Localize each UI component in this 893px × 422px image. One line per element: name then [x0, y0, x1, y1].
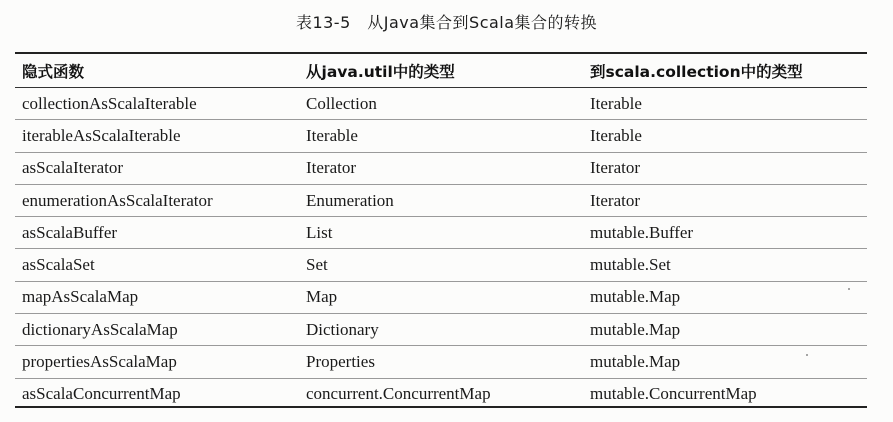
table-row	[15, 281, 867, 313]
header-implicit-function: 隐式函数	[15, 55, 299, 88]
table-header-row	[15, 55, 867, 88]
scala-type-cell: Iterator	[583, 152, 867, 184]
table-bottom-rule	[15, 406, 867, 408]
implicit-function-cell: asScalaSet	[15, 249, 299, 281]
java-type-cell: Dictionary	[299, 314, 583, 346]
header-scala-collection-type: 到scala.collection中的类型	[583, 55, 867, 88]
table-top-rule	[15, 52, 867, 54]
scan-speck	[806, 354, 808, 356]
scan-speck	[848, 288, 850, 290]
java-type-cell: Enumeration	[299, 184, 583, 216]
implicit-function-cell: mapAsScalaMap	[15, 281, 299, 313]
table-row	[15, 217, 867, 249]
scala-type-cell: mutable.Set	[583, 249, 867, 281]
table-row	[15, 120, 867, 152]
scala-type-cell: mutable.Buffer	[583, 217, 867, 249]
table-caption: 表13-5 从Java集合到Scala集合的转换	[295, 13, 598, 32]
header-java-util-type: 从java.util中的类型	[299, 55, 583, 88]
conversion-table	[15, 55, 867, 410]
table-row	[15, 152, 867, 184]
implicit-function-cell: asScalaConcurrentMap	[22, 384, 181, 404]
java-type-cell: Map	[299, 281, 583, 313]
table-row	[15, 184, 867, 216]
scala-type-cell: mutable.ConcurrentMap	[590, 384, 757, 404]
scala-type-cell: Iterable	[583, 120, 867, 152]
implicit-function-cell: collectionAsScalaIterable	[15, 88, 299, 120]
java-type-cell: concurrent.ConcurrentMap	[306, 384, 491, 404]
table-row	[15, 314, 867, 346]
java-type-cell: Set	[299, 249, 583, 281]
implicit-function-cell: dictionaryAsScalaMap	[15, 314, 299, 346]
scala-type-cell: Iterator	[583, 184, 867, 216]
scala-type-cell: mutable.Map	[583, 346, 867, 378]
java-type-cell: Iterable	[299, 120, 583, 152]
scala-type-cell: Iterable	[583, 88, 867, 120]
scala-type-cell: mutable.Map	[583, 281, 867, 313]
table-row	[15, 249, 867, 281]
java-type-cell: Properties	[299, 346, 583, 378]
table-row	[15, 346, 867, 378]
table-row	[15, 88, 867, 120]
java-type-cell: Iterator	[299, 152, 583, 184]
implicit-function-cell: enumerationAsScalaIterator	[15, 184, 299, 216]
java-type-cell: Collection	[299, 88, 583, 120]
scala-type-cell: mutable.Map	[583, 314, 867, 346]
implicit-function-cell: propertiesAsScalaMap	[15, 346, 299, 378]
java-type-cell: List	[299, 217, 583, 249]
implicit-function-cell: iterableAsScalaIterable	[15, 120, 299, 152]
implicit-function-cell: asScalaIterator	[15, 152, 299, 184]
implicit-function-cell: asScalaBuffer	[15, 217, 299, 249]
